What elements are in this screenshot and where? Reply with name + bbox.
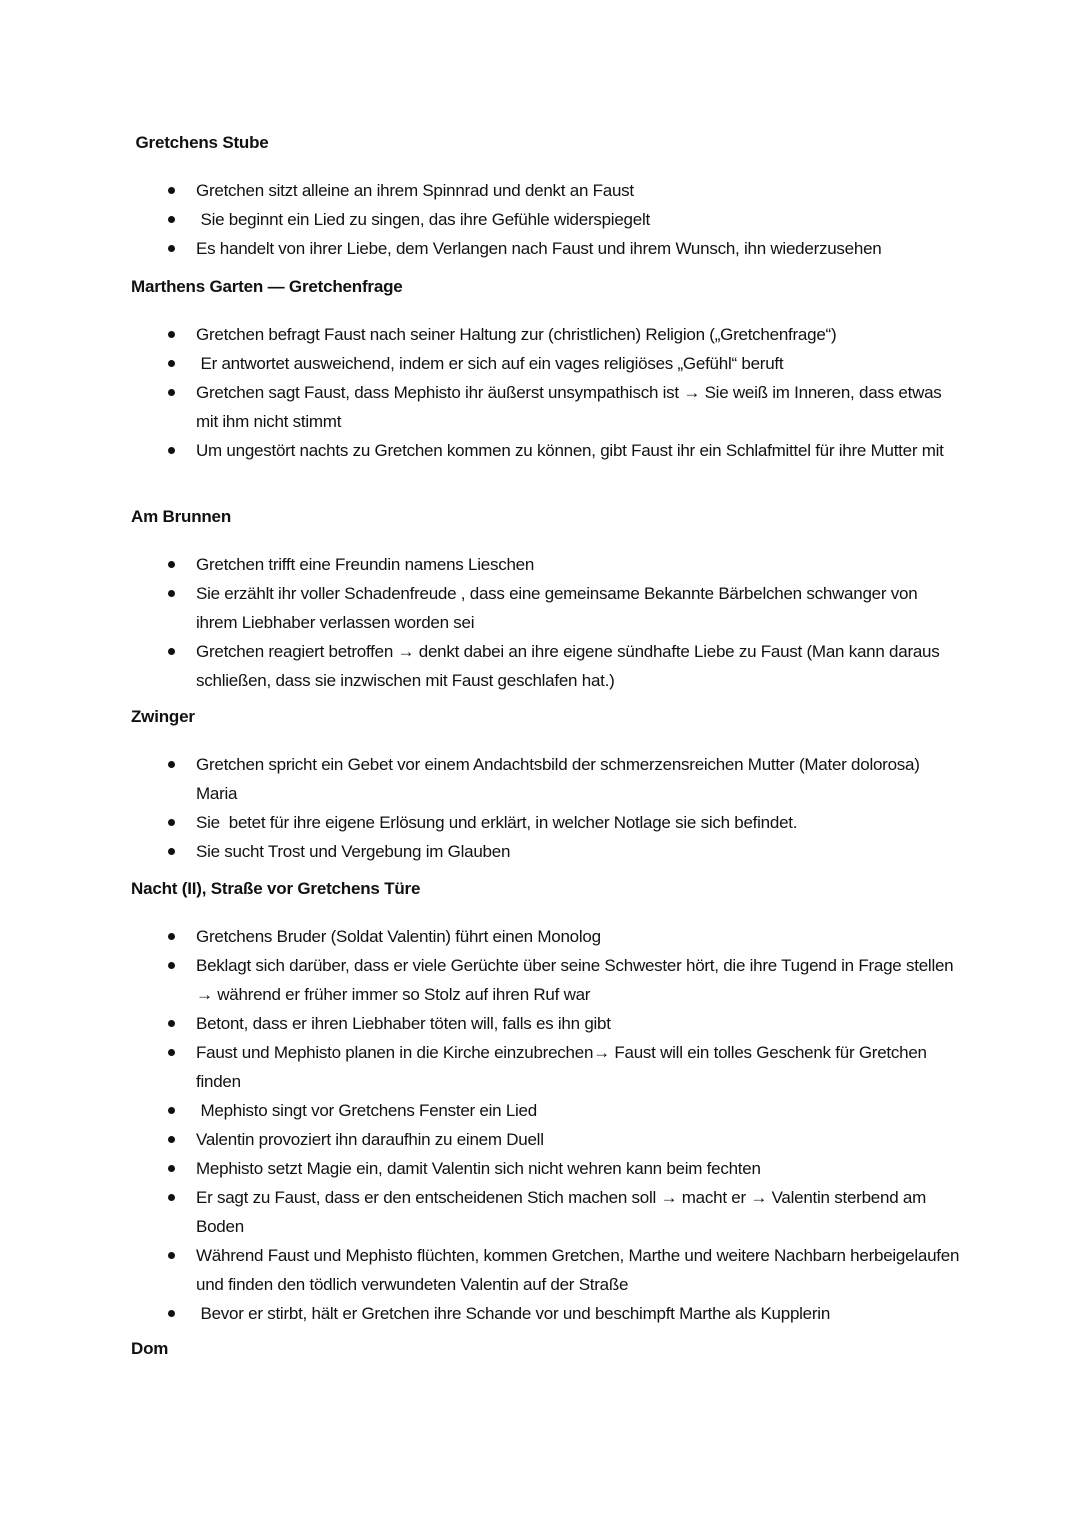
list-item	[131, 1154, 961, 1183]
list-item	[131, 205, 961, 234]
list-item	[131, 637, 961, 695]
list-item	[131, 1241, 964, 1299]
bullet-list	[131, 550, 961, 695]
bullet-icon	[168, 1136, 175, 1143]
section-heading: Am Brunnen	[131, 507, 232, 526]
bullet-icon	[168, 933, 175, 940]
bullet-icon	[168, 761, 175, 768]
list-item-text: Gretchen sitzt alleine an ihrem Spinnrad und denkt an Faust	[196, 181, 634, 200]
bullet-icon	[168, 245, 175, 252]
list-item-text: Mephisto singt vor Gretchens Fenster ein Lied	[196, 1101, 537, 1120]
list-item	[131, 579, 961, 637]
list-item-text: Er sagt zu Faust, dass er den entscheidenen Stich machen soll → macht er → Valentin sterbend am Boden	[196, 1188, 931, 1236]
bullet-list	[131, 320, 961, 465]
section-heading: Marthens Garten — Gretchenfrage	[131, 277, 403, 296]
section-gretchens-stube	[131, 132, 961, 263]
bullet-icon	[168, 1020, 175, 1027]
list-item	[131, 320, 961, 349]
bullet-icon	[168, 819, 175, 826]
list-item-text: Gretchen sagt Faust, dass Mephisto ihr äußerst unsympathisch ist → Sie weiß im Inneren, dass etwas mit ihm nicht stimmt	[196, 383, 947, 431]
list-item	[131, 234, 961, 263]
section-marthens-garten	[131, 276, 961, 465]
bullet-list	[131, 176, 961, 263]
section-dom	[131, 1338, 961, 1360]
list-item-text: Valentin provoziert ihn daraufhin zu einem Duell	[196, 1130, 544, 1149]
bullet-icon	[168, 1049, 175, 1056]
list-item	[131, 176, 961, 205]
bullet-icon	[168, 648, 175, 655]
list-item-text: Gretchens Bruder (Soldat Valentin) führt einen Monolog	[196, 927, 601, 946]
section-zwinger	[131, 706, 961, 866]
list-item-text: Gretchen befragt Faust nach seiner Haltung zur (christlichen) Religion („Gretchenfrage“)	[196, 325, 837, 344]
list-item-text: Gretchen trifft eine Freundin namens Lieschen	[196, 555, 535, 574]
list-item	[131, 1009, 961, 1038]
bullet-icon	[168, 1310, 175, 1317]
list-item-text: Gretchen spricht ein Gebet vor einem Andachtsbild der schmerzensreichen Mutter (Mater dolorosa) Maria	[196, 755, 925, 803]
list-item	[131, 349, 961, 378]
list-item	[131, 922, 961, 951]
list-item-text: Betont, dass er ihren Liebhaber töten will, falls es ihn gibt	[196, 1014, 611, 1033]
bullet-icon	[168, 187, 175, 194]
list-item	[131, 750, 961, 808]
bullet-icon	[168, 1165, 175, 1172]
list-item-text: Sie sucht Trost und Vergebung im Glauben	[196, 842, 511, 861]
list-item	[131, 1038, 961, 1096]
bullet-icon	[168, 590, 175, 597]
list-item-text: Faust und Mephisto planen in die Kirche einzubrechen→ Faust will ein tolles Geschenk für Gretchen finden	[196, 1043, 932, 1091]
bullet-icon	[168, 1252, 175, 1259]
section-heading: Dom	[131, 1339, 169, 1358]
list-item	[131, 1183, 961, 1241]
bullet-list	[131, 922, 964, 1328]
bullet-icon	[168, 447, 175, 454]
bullet-icon	[168, 360, 175, 367]
list-item-text: Sie erzählt ihr voller Schadenfreude , dass eine gemeinsame Bekannte Bärbelchen schwanger von ihrem Liebhaber verlassen worden sei	[196, 584, 922, 632]
list-item-text: Mephisto setzt Magie ein, damit Valentin sich nicht wehren kann beim fechten	[196, 1159, 761, 1178]
bullet-icon	[168, 1194, 175, 1201]
list-item	[131, 837, 961, 866]
list-item-text: Bevor er stirbt, hält er Gretchen ihre Schande vor und beschimpft Marthe als Kupplerin	[196, 1304, 831, 1323]
list-item-text: Während Faust und Mephisto flüchten, kommen Gretchen, Marthe und weitere Nachbarn herbeigelaufen und finden den tödlich verwundeten Valentin auf der Straße	[196, 1246, 964, 1294]
bullet-icon	[168, 848, 175, 855]
bullet-icon	[168, 962, 175, 969]
bullet-list	[131, 750, 961, 866]
list-item-text: Es handelt von ihrer Liebe, dem Verlangen nach Faust und ihrem Wunsch, ihn wiederzusehen	[196, 239, 882, 258]
bullet-icon	[168, 561, 175, 568]
list-item	[131, 378, 961, 436]
list-item	[131, 808, 961, 837]
list-item-text: Beklagt sich darüber, dass er viele Gerüchte über seine Schwester hört, die ihre Tugend in Frage stellen → während er früher immer so Stolz auf ihren Ruf war	[196, 956, 958, 1004]
section-heading: Nacht (II), Straße vor Gretchens Türe	[131, 879, 421, 898]
list-item	[131, 436, 961, 465]
list-item-text: Er antwortet ausweichend, indem er sich auf ein vages religiöses „Gefühl“ beruft	[196, 354, 784, 373]
bullet-icon	[168, 1107, 175, 1114]
section-am-brunnen	[131, 506, 961, 695]
section-heading: Gretchens Stube	[131, 133, 269, 152]
bullet-icon	[168, 331, 175, 338]
section-heading: Zwinger	[131, 707, 195, 726]
list-item-text: Sie betet für ihre eigene Erlösung und erklärt, in welcher Notlage sie sich befindet.	[196, 813, 798, 832]
section-nacht-strasse	[131, 878, 964, 1328]
list-item	[131, 1299, 961, 1328]
list-item	[131, 550, 961, 579]
list-item-text: Um ungestört nachts zu Gretchen kommen zu können, gibt Faust ihr ein Schlafmittel für ihre Mutter mit	[196, 441, 944, 460]
list-item	[131, 1096, 961, 1125]
list-item	[131, 951, 961, 1009]
list-item	[131, 1125, 961, 1154]
bullet-icon	[168, 389, 175, 396]
list-item-text: Sie beginnt ein Lied zu singen, das ihre Gefühle widerspiegelt	[196, 210, 650, 229]
list-item-text: Gretchen reagiert betroffen → denkt dabei an ihre eigene sündhafte Liebe zu Faust (Man kann daraus schließen, dass sie inzwischen mit Faust geschlafen hat.)	[196, 642, 944, 690]
bullet-icon	[168, 216, 175, 223]
